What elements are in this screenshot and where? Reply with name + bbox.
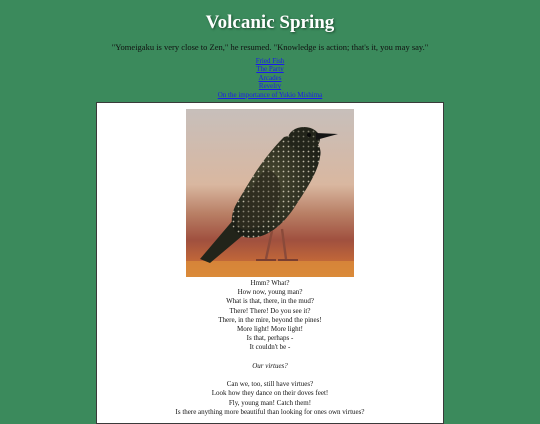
stanza-gap [97,353,443,362]
nav-link-revelry[interactable]: Revelry [258,82,282,91]
nav-link-fried-fish[interactable]: Fried Fish [255,57,285,65]
nav-link-the-party[interactable]: The Party [256,65,284,74]
poem-italic-line: Our virtues? [252,361,288,370]
nav-links [0,57,540,99]
starling-image [186,109,354,277]
poem-line: There, in the mire, beyond the pines! [218,315,322,324]
poem-line: More light! More light! [237,325,303,334]
nav-link-mishima[interactable]: On the importance of Yukio Mishima [217,90,323,99]
poem-line: It couldn't be - [249,343,291,352]
page-title: Volcanic Spring [205,12,335,33]
poem-line: Look how they dance on their doves feet! [211,389,329,398]
poem-line: Is that, perhaps - [246,334,294,343]
poem [97,279,443,417]
starling-photo [186,109,354,277]
intro-quote: "Yomeigaku is very close to Zen," he resumed. "Knowledge is action; that's it, you may say." [111,42,429,52]
poem-line: What is that, there, in the mud? [226,297,314,306]
poem-line: Can we, too, still have virtues? [226,380,314,389]
stanza-gap [97,371,443,380]
poem-line: Hmm? What? [250,279,290,287]
poem-line: Is there anything more beautiful than looking for ones own virtues? [175,407,365,416]
poem-line: There! There! Do you see it? [229,306,311,315]
poem-line: How now, young man? [237,288,303,297]
poem-line: Fly, young man! Catch them! [228,398,312,407]
content-panel [96,102,444,424]
nav-link-arcades[interactable]: Arcades [258,73,282,82]
